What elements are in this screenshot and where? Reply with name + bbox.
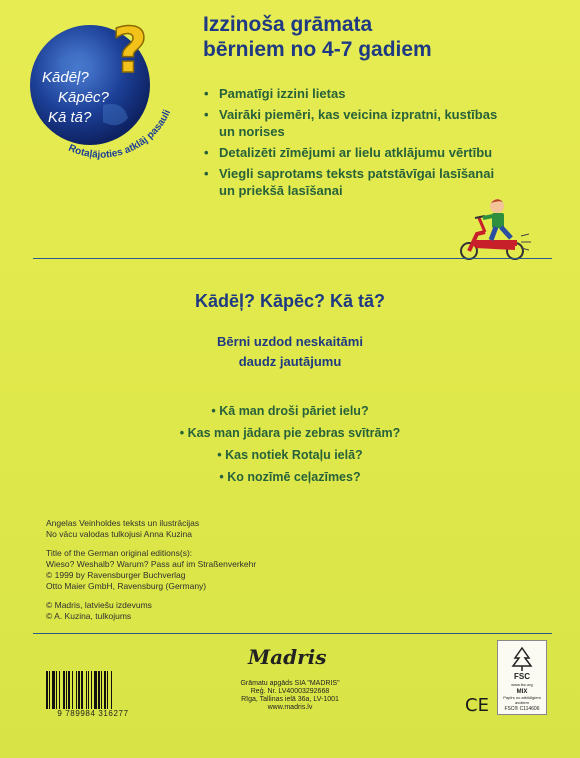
logo-line-3: Kā tā? [48, 109, 92, 126]
question-mark-icon: ? [112, 14, 148, 87]
feature-list [203, 85, 523, 203]
publisher-info: Grāmatu apgāds SIA "MADRIS" Reģ. Nr. LV40003292668 Rīga, Tallinas ielā 36a, LV-1001 www.madris.lv [240, 680, 340, 711]
divider-bottom [33, 633, 552, 634]
credits-block [46, 518, 366, 622]
child-on-scooter-illustration [455, 196, 533, 264]
headline-line-2: bērniem no 4-7 gadiem [203, 38, 432, 61]
question-list [0, 400, 580, 488]
question-item: • Kas man jādara pie zebras svītrām? [179, 426, 401, 440]
fsc-tree-icon [509, 646, 535, 672]
credit-copyright: © 1999 by Ravensburger Buchverlag [46, 570, 186, 580]
feature-item: • Viegli saprotams teksts patstāvīgai lasīšanai un priekšā lasīšanai [203, 165, 523, 199]
headline [203, 12, 432, 62]
fsc-label: FSC www.fsc.org MIX Papīrs no atbildīgiem avotiem FSC® C114606 [497, 640, 547, 715]
credit-copyright: © A. Kuzina, tulkojums [46, 611, 132, 621]
series-logo [28, 10, 178, 160]
credit-translator: No vācu valodas tulkojusi Anna Kuzina [46, 529, 193, 539]
feature-item: • Vairāki piemēri, kas veicina izpratni, kustības un norises [203, 106, 523, 140]
credit-copyright: © Madris, latviešu izdevums [46, 600, 152, 610]
question-item: • Kā man droši pāriet ielu? [211, 404, 369, 418]
publisher-logo: Madris [248, 645, 327, 669]
divider-top [33, 258, 552, 259]
logo-line-1: Kādēļ? [42, 69, 89, 86]
feature-item: • Detalizēti zīmējumi ar lielu atklājumu vērtību [203, 144, 523, 161]
credit-author: Angelas Veinholdes teksts un ilustrācijas [46, 518, 200, 528]
feature-item: • Pamatīgi izzini lietas [203, 85, 523, 102]
credit-copyright: Otto Maier GmbH, Ravensburg (Germany) [46, 581, 207, 591]
question-item: • Ko nozīmē ceļazīmes? [219, 470, 361, 484]
logo-arc-text: Rotaļājoties atklāj pasauli [66, 108, 174, 160]
credit-original-label: Title of the German original editions(s): [46, 548, 193, 558]
logo-line-2: Kāpēc? [58, 89, 109, 106]
ce-mark: CE [465, 695, 489, 716]
series-title: Kādēļ? Kāpēc? Kā tā? [194, 291, 386, 311]
credit-original-title: Wieso? Weshalb? Warum? Pass auf im Straßenverkehr [46, 559, 257, 569]
barcode-number: 9 789984 316277 [57, 709, 129, 718]
question-item: • Kas notiek Rotaļu ielā? [217, 448, 363, 462]
headline-line-1: Izzinoša grāmata [203, 13, 373, 36]
series-description: Bērni uzdod neskaitāmi daudz jautājumu [217, 334, 363, 369]
